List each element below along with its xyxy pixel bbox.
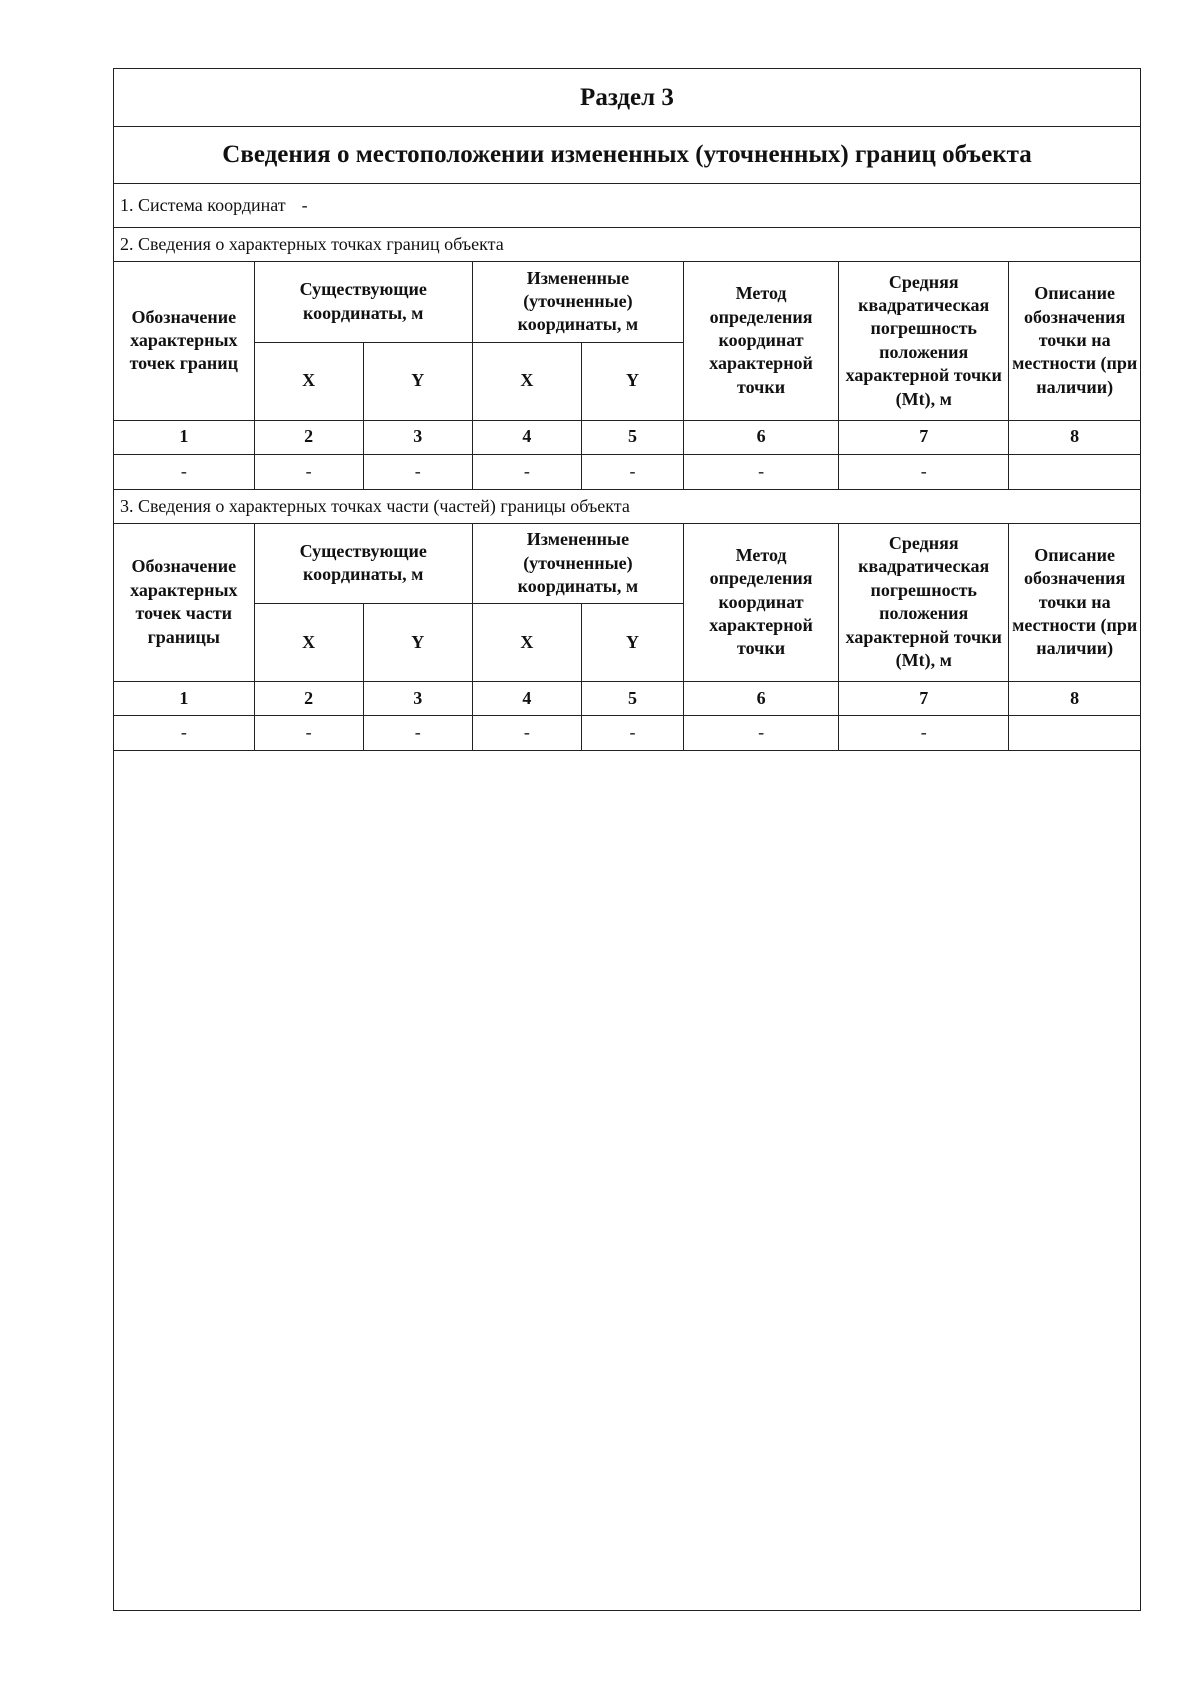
table2-caption: 3. Сведения о характерных точках части (частей) границы объекта: [114, 490, 1140, 524]
header-error: Средняя квадратическая погрешность положения характерной точки (Mt), м: [839, 262, 1009, 420]
header-x-changed: X: [472, 604, 581, 682]
coord-system-value: -: [301, 195, 308, 215]
section-subtitle: Сведения о местоположении измененных (уточненных) границ объекта: [114, 127, 1140, 184]
column-number: 6: [684, 682, 839, 716]
table-cell: -: [472, 454, 581, 489]
table-cell: -: [581, 716, 683, 751]
column-numbers-row: [114, 682, 1140, 716]
column-number: 5: [581, 682, 683, 716]
header-x-changed: X: [472, 342, 581, 420]
header-method: Метод определения координат характерной точки: [684, 262, 839, 420]
header-existing-coords: Существующие координаты, м: [254, 262, 472, 342]
table-cell: -: [254, 454, 363, 489]
column-number: 3: [363, 420, 472, 454]
coord-system-label: 1. Система координат: [120, 195, 286, 215]
coord-system-line: [114, 184, 1140, 228]
table-cell: -: [363, 454, 472, 489]
document-sheet: [113, 68, 1141, 1611]
table-cell: -: [684, 454, 839, 489]
header-description: Описание обозначения точки на местности (при наличии): [1009, 524, 1140, 682]
header-description: Описание обозначения точки на местности (при наличии): [1009, 262, 1140, 420]
column-number: 7: [839, 682, 1009, 716]
header-changed-coords: Измененные (уточненные) координаты, м: [472, 524, 683, 604]
table-cell: -: [839, 454, 1009, 489]
header-y-changed: Y: [581, 342, 683, 420]
table-row: [114, 454, 1140, 489]
table-cell: -: [684, 716, 839, 751]
table-row: [114, 716, 1140, 751]
column-number: 8: [1009, 420, 1140, 454]
table-cell: -: [363, 716, 472, 751]
table1-caption: 2. Сведения о характерных точках границ объекта: [114, 228, 1140, 262]
header-y-existing: Y: [363, 604, 472, 682]
column-number: 3: [363, 682, 472, 716]
table-cell: -: [581, 454, 683, 489]
column-number: 1: [114, 420, 254, 454]
table-boundary-points: [114, 262, 1140, 490]
column-number: 8: [1009, 682, 1140, 716]
header-changed-coords: Измененные (уточненные) координаты, м: [472, 262, 683, 342]
header-error: Средняя квадратическая погрешность положения характерной точки (Mt), м: [839, 524, 1009, 682]
column-number: 6: [684, 420, 839, 454]
column-number: 5: [581, 420, 683, 454]
section-title: Раздел 3: [114, 69, 1140, 127]
column-numbers-row: [114, 420, 1140, 454]
column-number: 2: [254, 682, 363, 716]
table-cell: [1009, 454, 1140, 489]
table-cell: -: [114, 454, 254, 489]
column-number: 1: [114, 682, 254, 716]
header-point-designation: Обозначение характерных точек границ: [114, 262, 254, 420]
header-y-changed: Y: [581, 604, 683, 682]
header-method: Метод определения координат характерной точки: [684, 524, 839, 682]
table-cell: -: [114, 716, 254, 751]
column-number: 7: [839, 420, 1009, 454]
header-x-existing: X: [254, 342, 363, 420]
table-cell: -: [254, 716, 363, 751]
header-y-existing: Y: [363, 342, 472, 420]
column-number: 4: [472, 420, 581, 454]
header-x-existing: X: [254, 604, 363, 682]
header-existing-coords: Существующие координаты, м: [254, 524, 472, 604]
table-cell: [1009, 716, 1140, 751]
table-part-boundary-points: [114, 524, 1140, 752]
column-number: 4: [472, 682, 581, 716]
table-cell: -: [839, 716, 1009, 751]
table-cell: -: [472, 716, 581, 751]
column-number: 2: [254, 420, 363, 454]
header-point-designation: Обозначение характерных точек части границы: [114, 524, 254, 682]
